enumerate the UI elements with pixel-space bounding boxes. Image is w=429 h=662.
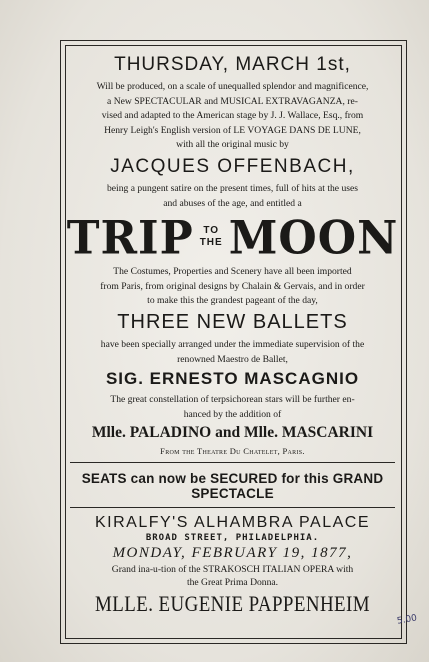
intro-line-5: with all the original music by (176, 139, 289, 151)
venue-name: KIRALFY'S ALHAMBRA PALACE (94, 514, 370, 532)
satire-line-1: being a pungent satire on the present times, full of hits at the uses (107, 182, 358, 194)
show-title (66, 211, 399, 266)
prima-donna-name: MLLE. EUGENIE PAPPENHEIM (94, 591, 371, 617)
grand-paragraph (70, 563, 395, 589)
intro-line-2: a New SPECTACULAR and MUSICAL EXTRAVAGANZA, re- (107, 95, 358, 107)
title-to-the: TO THE (199, 225, 223, 249)
arranged-line-2: renowned Maestro de Ballet, (177, 353, 288, 365)
grand-line-2: the Great Prima Donna. (186, 577, 279, 589)
opening-date: MONDAY, FEBRUARY 19, 1877, (112, 545, 353, 562)
intro-line-3: vised and adapted to the American stage by J. J. Wallace, Esq., from (101, 110, 364, 122)
divider-rule (70, 462, 395, 463)
handwritten-price: 5.00 (396, 613, 418, 627)
intro-line-1: Will be produced, on a scale of unequalled splendor and magnificence, (96, 81, 369, 92)
seats-notice: SEATS can now be SECURED for this GRAND SPECTACLE (81, 471, 384, 502)
costumes-line-1: The Costumes, Properties and Scenery have all been imported (113, 266, 352, 278)
grand-line-1: Grand ina-u-tion of the STRAKOSCH ITALIAN OPERA with (111, 564, 354, 576)
maestro-name: SIG. ERNESTO MASCAGNIO (105, 369, 360, 389)
satire-paragraph (70, 182, 395, 211)
intro-paragraph (70, 80, 395, 153)
date-heading: THURSDAY, MARCH 1st, (114, 54, 351, 75)
title-trip: TRIP (66, 211, 194, 266)
costumes-paragraph (70, 265, 395, 309)
venue-street: BROAD STREET, PHILADELPHIA. (145, 533, 320, 544)
constellation-line-2: hanced by the addition of (183, 408, 282, 420)
arranged-line-1: have been specially arranged under the immediate supervision of the (100, 338, 365, 350)
poster-content (66, 52, 399, 617)
costumes-line-2: from Paris, from original designs by Chalain & Gervais, and in order (100, 280, 365, 292)
ballets-heading: THREE NEW BALLETS (117, 310, 348, 333)
from-theatre: From the Theatre Du Chatelet, Paris. (160, 446, 305, 457)
constellation-paragraph (70, 393, 395, 422)
composer-name: JACQUES OFFENBACH, (110, 155, 355, 177)
arranged-paragraph (70, 338, 395, 367)
constellation-line-1: The great constellation of terpsichorean stars will be further en- (110, 394, 355, 406)
costumes-line-3: to make this the grandest pageant of the day, (147, 295, 318, 307)
divider-rule-2 (70, 507, 395, 508)
dancers-names: Mlle. PALADINO and Mlle. MASCARINI (91, 424, 374, 442)
title-moon: MOON (228, 211, 399, 266)
intro-line-4: Henry Leigh's English version of LE VOYAGE DANS DE LUNE, (104, 124, 361, 136)
satire-line-2: and abuses of the age, and entitled a (163, 197, 302, 209)
